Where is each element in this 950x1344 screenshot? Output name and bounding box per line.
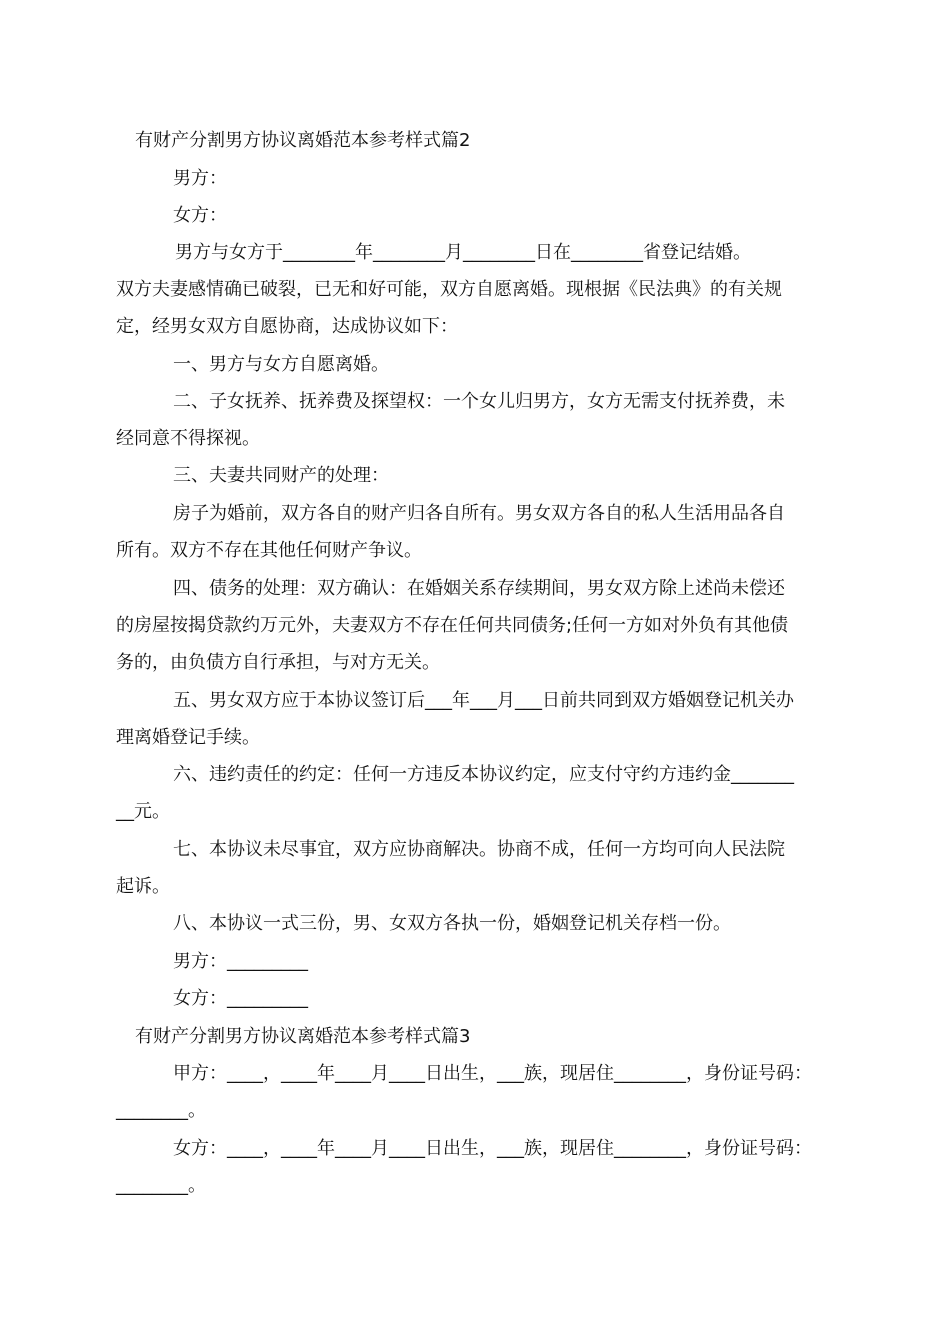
paragraph-line: 八、本协议一式三份，男、女双方各执一份，婚姻登记机关存档一份。 [173,913,731,934]
paragraph-line: 双方夫妻感情确已破裂，已无和好可能，双方自愿离婚。现根据《民法典》的有关规 [116,279,782,300]
paragraph-line: 所有。双方不存在其他任何财产争议。 [116,540,422,561]
paragraph-line: 五、男女双方应于本协议签订后___年___月___日前共同到双方婚姻登记机关办 [173,690,794,711]
section-heading-2: 有财产分割男方协议离婚范本参考样式篇2 [135,130,471,151]
signature-line-wife: 女方：_________ [173,988,308,1009]
section-heading-3: 有财产分割男方协议离婚范本参考样式篇3 [135,1026,471,1047]
paragraph-line: ________。 [116,1100,206,1121]
paragraph-line: 的房屋按揭贷款约万元外，夫妻双方不存在任何共同债务;任何一方如对外负有其他债 [116,615,789,636]
paragraph-line: 三、夫妻共同财产的处理： [173,465,389,486]
paragraph-line: 男方： [173,168,227,189]
paragraph-line: 女方： [173,205,227,226]
paragraph-line: 房子为婚前，双方各自的财产归各自所有。男女双方各自的私人生活用品各自 [173,503,785,524]
paragraph-line: 四、债务的处理：双方确认：在婚姻关系存续期间，男女双方除上述尚未偿还 [173,578,785,599]
paragraph-line: 二、子女抚养、抚养费及探望权：一个女儿归男方，女方无需支付抚养费，未 [173,391,785,412]
paragraph-line: 定，经男女双方自愿协商，达成协议如下： [116,316,458,337]
paragraph-line: 一、男方与女方自愿离婚。 [173,354,389,375]
paragraph-line: 甲方：____，____年____月____日出生，___族，现居住________，身份证号码： [173,1063,812,1084]
paragraph-line: 女方：____，____年____月____日出生，___族，现居住________，身份证号码： [173,1138,812,1159]
paragraph-line: 六、违约责任的约定：任何一方违反本协议约定，应支付守约方违约金_______ [173,764,794,785]
paragraph-line: 经同意不得探视。 [116,428,260,449]
signature-line-husband: 男方：_________ [173,951,308,972]
paragraph-line: __元。 [116,801,170,822]
paragraph-line: 起诉。 [116,876,170,897]
paragraph-line: 七、本协议未尽事宜，双方应协商解决。协商不成，任何一方均可向人民法院 [173,839,785,860]
paragraph-line: 务的，由负债方自行承担，与对方无关。 [116,652,440,673]
paragraph-line: ________。 [116,1175,206,1196]
paragraph-line: 理离婚登记手续。 [116,727,260,748]
paragraph-line: 男方与女方于________年________月________日在________省登记结婚。 [175,242,751,263]
